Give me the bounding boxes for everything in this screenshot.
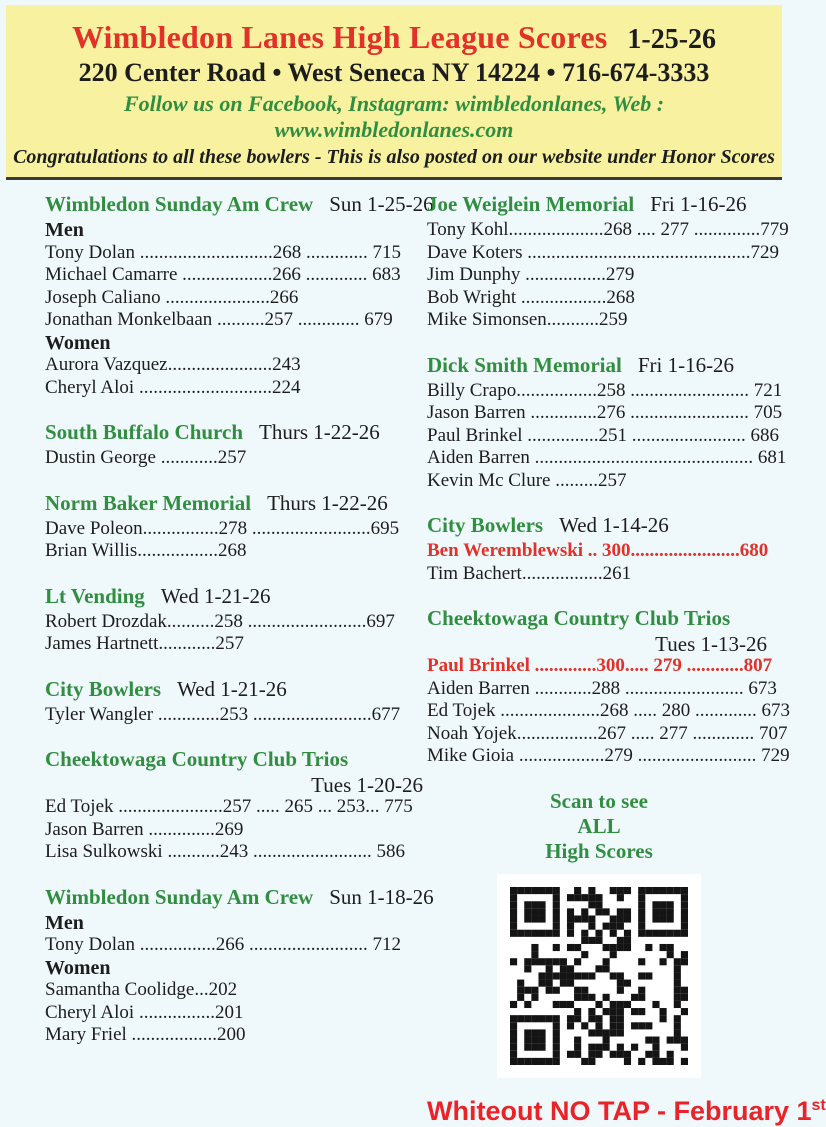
score-row: Mary Friel ..................200 [45,1024,246,1045]
qr-code [497,874,701,1078]
score-row: Billy Crapo.................258 ......................... 721 [427,379,783,401]
score-row: Jonathan Monkelbaan ..........257 ............. 679 [45,309,393,330]
league-date: Fri 1-16-26 [637,352,735,377]
score-row: Tim Bachert.................261 [427,562,632,584]
title-line [12,19,776,56]
league-heading [427,353,771,380]
gender-subheading: Men [45,219,84,241]
league-date: Fri 1-16-26 [650,192,747,216]
gender-subheading: Women [45,331,111,354]
score-row: Mike Simonsen...........259 [427,309,628,330]
league-title: Wimbledon Sunday Am Crew [45,192,314,216]
score-row: Michael Camarre ...................266 ............. 683 [45,264,401,285]
score-row: Samantha Coolidge...202 [45,979,238,1000]
league-date: Sun 1-25-26 [329,192,434,216]
league-date: Wed 1-14-26 [559,513,669,537]
league-date: Tues 1-20-26 [311,773,423,797]
league-title: Cheektowaga Country Club Trios [45,747,349,771]
score-row: Paul Brinkel ...............251 ........................ 686 [427,424,780,446]
whiteout-superscript: st [811,1096,826,1114]
league-date: Tues 1-13-26 [655,632,767,656]
league-date: Wed 1-21-26 [160,583,271,608]
whiteout-text: Whiteout NO TAP - February 1 [427,1095,812,1126]
score-row: Dustin George ............257 [45,447,247,468]
league-title: City Bowlers [427,513,544,537]
league-section [45,884,434,1047]
score-row: Robert Drozdak..........258 .........................697 [45,610,395,632]
league-heading [45,677,427,704]
league-date: Sun 1-18-26 [329,884,434,909]
score-row: Cheryl Aloi ................201 [45,1001,244,1023]
league-heading [427,606,771,633]
league-heading [45,192,434,219]
league-section [427,192,789,332]
league-heading [45,491,427,518]
league-heading [45,747,427,774]
scan-note [427,789,771,864]
league-date: Thurs 1-22-26 [267,490,388,515]
league-title: Cheektowaga Country Club Trios [427,606,731,630]
league-heading [45,884,434,912]
league-title: South Buffalo Church [45,420,244,444]
league-heading [45,584,427,611]
score-row: Lisa Sulkowski ...........243 ......................... 586 [45,841,405,862]
score-row: Ed Tojek ......................257 ..... 265 ... 253... 775 [45,796,413,817]
whiteout-announcement [427,1095,826,1127]
league-section [427,352,787,493]
league-title: Dick Smith Memorial [427,352,622,377]
score-row: Ben Weremblewski .. 300.......................680 [427,540,769,561]
league-heading [427,192,771,219]
league-title: Wimbledon Sunday Am Crew [45,884,314,909]
league-title: Norm Baker Memorial [45,490,252,515]
score-row: James Hartnett............257 [45,633,244,654]
score-row: Jason Barren ..............276 ......................... 705 [427,402,783,423]
league-date: Wed 1-21-26 [177,676,287,701]
score-row: Tyler Wangler .............253 .........................677 [45,703,401,725]
league-title: Joe Weiglein Memorial [427,192,635,216]
league-title: City Bowlers [45,676,162,701]
league-section [45,491,427,563]
score-row: Paul Brinkel .............300..... 279 ............807 [427,655,773,676]
score-row: Aiden Barren .............................................. 681 [427,447,787,468]
score-row: Bob Wright ..................268 [427,286,635,308]
league-heading [427,513,771,540]
congratulations-line: Congratulations to all these bowlers - This is also posted on our website under Honor Scores [13,146,775,168]
flyer-page [0,5,826,1126]
league-title: Lt Vending [45,583,145,608]
league-section [45,677,427,727]
left-column [45,192,434,1127]
league-section [427,513,771,585]
page-date: 1-25-26 [627,24,717,55]
score-row: Kevin Mc Clure .........257 [427,469,627,491]
score-row: Noah Yojek.................267 ..... 277 ............. 707 [427,722,788,744]
league-section [45,747,427,864]
address-phone: 220 Center Road • West Seneca NY 14224 • 716-674-3333 [78,58,710,87]
qr-code-image [510,887,688,1065]
score-row: Mike Gioia ..................279 ......................... 729 [427,745,790,766]
score-row: Tony Dolan ............................268 ............. 715 [45,241,401,263]
score-row: Cheryl Aloi ............................224 [45,376,301,398]
scan-note-line: Scan to see [550,788,648,813]
score-row: Ed Tojek .....................268 ..... 280 ............. 673 [427,700,791,721]
score-row: Dave Koters ...............................................729 [427,241,779,263]
scan-note-line: High Scores [545,838,653,863]
gender-subheading: Men [45,911,84,934]
score-row: Tony Dolan ................266 ......................... 712 [45,934,401,955]
score-row: Dave Poleon................278 .........................695 [45,517,400,539]
score-row: Jason Barren ..............269 [45,818,244,840]
score-row: Tony Kohl....................268 .... 277 ..............779 [427,219,789,240]
score-row: Joseph Caliano ......................266 [45,286,299,308]
score-columns [0,180,826,1127]
league-section [45,420,427,470]
masthead [6,5,782,180]
page-title: Wimbledon Lanes High League Scores [71,19,608,55]
score-row: Jim Dunphy .................279 [427,264,635,285]
league-date: Thurs 1-22-26 [259,420,380,444]
score-row: Brian Willis.................268 [45,540,247,561]
league-section [427,606,791,768]
league-section [45,192,434,399]
league-heading [45,420,427,447]
score-row: Aiden Barren ............288 ......................... 673 [427,677,777,699]
right-column [427,192,826,1127]
scan-note-line: ALL [577,813,621,838]
league-section [45,584,427,656]
right-column-sections [427,192,791,768]
social-media-line: Follow us on Facebook, Instagram: wimbledonlanes, Web : www.wimbledonlanes.com [123,91,665,142]
score-row: Aurora Vazquez......................243 [45,354,301,375]
gender-subheading: Women [45,956,111,979]
